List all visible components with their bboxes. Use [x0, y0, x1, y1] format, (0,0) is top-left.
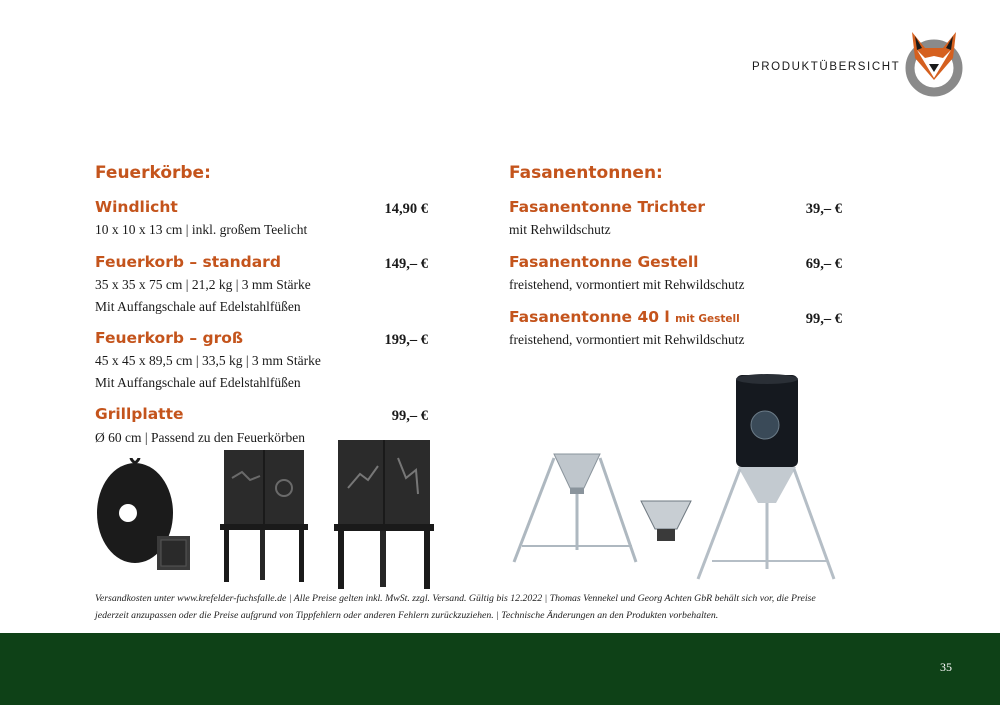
feuerkoerbe-heading: Feuerkörbe: [95, 163, 211, 183]
product-detail: Mit Auffangschale auf Edelstahlfüßen [95, 375, 301, 390]
fox-logo-icon [903, 28, 965, 100]
product-detail: freistehend, vormontiert mit Rehwildschutz [509, 277, 745, 292]
product-title-suffix: mit Gestell [675, 313, 740, 325]
product-title-windlicht: Windlicht [95, 198, 178, 216]
product-price-fasanentonne-trichter: 39,– € [805, 201, 842, 217]
product-detail: mit Rehwildschutz [509, 222, 611, 237]
product-detail: Mit Auffangschale auf Edelstahlfüßen [95, 299, 301, 314]
feuerkorb-standard-image [218, 448, 310, 583]
fasanentonne-40l-image [690, 373, 840, 583]
product-price-fasanentonne-40l: 99,– € [805, 311, 842, 327]
footer-band [0, 633, 1000, 705]
product-title-main: Fasanentonne 40 l [509, 308, 670, 326]
product-price-grillplatte: 99,– € [391, 408, 428, 424]
product-detail: 10 x 10 x 13 cm | inkl. großem Teelicht [95, 222, 308, 237]
product-title-fasanentonne-trichter: Fasanentonne Trichter [509, 198, 706, 216]
section-label: PRODUKTÜBERSICHT [752, 61, 901, 73]
product-title-fasanentonne-gestell: Fasanentonne Gestell [509, 253, 699, 271]
grillplatte-image [95, 458, 195, 573]
footnote-line: jederzeit anzupassen oder die Preise aufgrund von Tippfehlern oder anderen Fehlern zurückzuziehen. | Technische Änderungen an den Produkten vorbehalten. [95, 610, 719, 621]
fasanentonnen-heading: Fasanentonnen: [509, 163, 663, 183]
page-number: 35 [940, 660, 952, 674]
product-price-fasanentonne-gestell: 69,– € [805, 256, 842, 272]
product-title-feuerkorb-standard: Feuerkorb – standard [95, 253, 281, 271]
feuerkorb-gross-image [332, 438, 436, 590]
fasanentonne-trichter-image [637, 495, 695, 545]
footnote-line: Versandkosten unter www.krefelder-fuchsfalle.de | Alle Preise gelten inkl. MwSt. zzgl. Versand. Gültig bis 12.2022 | Thomas Vennekel und Georg Achten GbR behält sich vor, die Preise [95, 593, 816, 604]
product-title-grillplatte: Grillplatte [95, 405, 184, 423]
product-price-feuerkorb-standard: 149,– € [384, 256, 428, 272]
product-detail: freistehend, vormontiert mit Rehwildschutz [509, 332, 745, 347]
legal-footnote [95, 590, 900, 624]
product-detail: 45 x 45 x 89,5 cm | 33,5 kg | 3 mm Stärke [95, 353, 321, 368]
product-title-feuerkorb-gross: Feuerkorb – groß [95, 329, 244, 347]
product-detail: 35 x 35 x 75 cm | 21,2 kg | 3 mm Stärke [95, 277, 311, 292]
product-detail: Ø 60 cm | Passend zu den Feuerkörben [95, 430, 306, 445]
product-price-windlicht: 14,90 € [384, 201, 428, 217]
product-price-feuerkorb-gross: 199,– € [384, 332, 428, 348]
fasanentonne-gestell-image [508, 450, 643, 575]
product-title-fasanentonne-40l [509, 308, 740, 326]
